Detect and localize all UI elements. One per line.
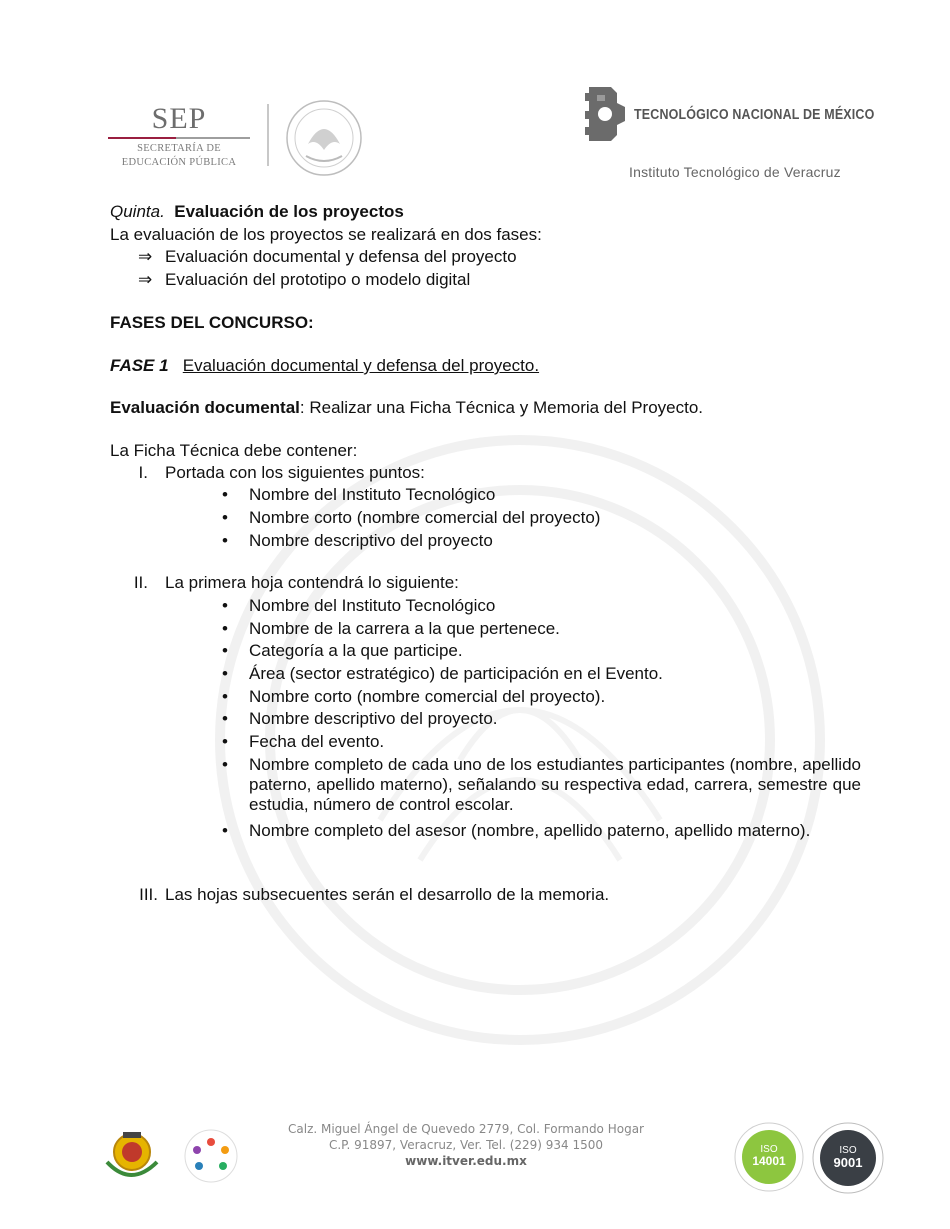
arrow-icon: ⇒ [138, 247, 153, 266]
footer-institution-logos-icon [101, 1122, 251, 1188]
sep-logo-subtitle [108, 142, 250, 170]
list-item: Nombre de la carrera a la que pertenece. [249, 619, 560, 638]
list-item: Nombre del Instituto Tecnológico [249, 485, 496, 504]
header-divider [267, 104, 269, 166]
eval-doc-paragraph [110, 398, 703, 418]
iso14001-badge [734, 1122, 804, 1192]
bullet-icon: • [222, 641, 228, 660]
fase1-title: Evaluación documental y defensa del proyecto. [182, 356, 540, 375]
iso9001-number: 9001 [833, 1155, 863, 1170]
sep-subtitle-line1: SECRETARÍA DE [137, 143, 221, 154]
item-numeral: III. [139, 885, 158, 904]
item-numeral: II. [133, 573, 148, 592]
bullet-icon: • [222, 596, 228, 615]
fase1-heading [110, 356, 539, 376]
item-text: La primera hoja contendrá lo siguiente: [165, 573, 459, 592]
list-item: Área (sector estratégico) de participación en el Evento. [249, 664, 663, 683]
bullet-icon: • [222, 709, 228, 728]
bullet-icon: • [222, 687, 228, 706]
sep-logo-rule [108, 137, 250, 139]
tecnm-title: TECNOLÓGICO NACIONAL DE MÉXICO [634, 107, 875, 123]
sep-subtitle-line2: EDUCACIÓN PÚBLICA [121, 157, 237, 168]
arrow-icon: ⇒ [138, 270, 153, 289]
institute-name: Instituto Tecnológico de Veracruz [629, 164, 841, 180]
list-item: Nombre corto (nombre comercial del proyecto) [249, 508, 601, 527]
eval-doc-text: : Realizar una Ficha Técnica y Memoria del Proyecto. [299, 398, 704, 417]
bullet-icon: • [222, 485, 228, 504]
bullet-icon: • [222, 821, 228, 840]
list-item: Nombre completo de cada uno de los estudiantes participantes (nombre, apellido paterno, apellido materno), señalando su respectiva edad, carrera, semestre que estudia, número de control escolar. [249, 755, 861, 814]
bullet-icon: • [222, 531, 228, 550]
footer-address-line2: C.P. 91897, Veracruz, Ver. Tel. (229) 934 1500 [328, 1138, 604, 1152]
list-item: Nombre del Instituto Tecnológico [249, 596, 496, 615]
footer-address-line1: Calz. Miguel Ángel de Quevedo 2779, Col. Formando Hogar [288, 1122, 644, 1136]
eval-doc-label: Evaluación documental [110, 398, 300, 417]
item-text: Portada con los siguientes puntos: [165, 463, 425, 482]
iso14001-label: ISO [760, 1144, 778, 1155]
list-item: Categoría a la que participe. [249, 641, 463, 660]
bullet-icon: • [222, 732, 228, 751]
bullet-icon: • [222, 619, 228, 638]
mexican-seal-icon [284, 98, 364, 178]
list-item: Nombre corto (nombre comercial del proyecto). [249, 687, 606, 706]
phase-item: Evaluación del prototipo o modelo digital [165, 270, 471, 289]
tecnm-gear-logo-icon [583, 83, 629, 145]
section-intro: La evaluación de los proyectos se realizará en dos fases: [110, 225, 542, 244]
ficha-intro: La Ficha Técnica debe contener: [110, 441, 358, 460]
section-heading [110, 202, 404, 222]
iso9001-badge [812, 1122, 884, 1194]
section-label: Quinta. [110, 202, 165, 221]
footer-website: www.itver.edu.mx [405, 1154, 527, 1168]
bullet-icon: • [222, 508, 228, 527]
list-item: Fecha del evento. [249, 732, 385, 751]
bullet-icon: • [222, 664, 228, 683]
iso14001-number: 14001 [752, 1154, 786, 1168]
iso9001-label: ISO [839, 1145, 857, 1156]
fases-heading: FASES DEL CONCURSO: [110, 313, 314, 332]
bullet-icon: • [222, 755, 228, 774]
list-item: Nombre completo del asesor (nombre, apellido paterno, apellido materno). [249, 821, 811, 840]
sep-logo-title: SEP [151, 102, 207, 135]
item-numeral: I. [138, 463, 148, 482]
list-item: Nombre descriptivo del proyecto [249, 531, 493, 550]
fase1-label: FASE 1 [110, 356, 169, 375]
section-title: Evaluación de los proyectos [174, 202, 404, 221]
list-item: Nombre descriptivo del proyecto. [249, 709, 498, 728]
phase-item: Evaluación documental y defensa del proyecto [165, 247, 517, 266]
item-text: Las hojas subsecuentes serán el desarrollo de la memoria. [165, 885, 610, 904]
